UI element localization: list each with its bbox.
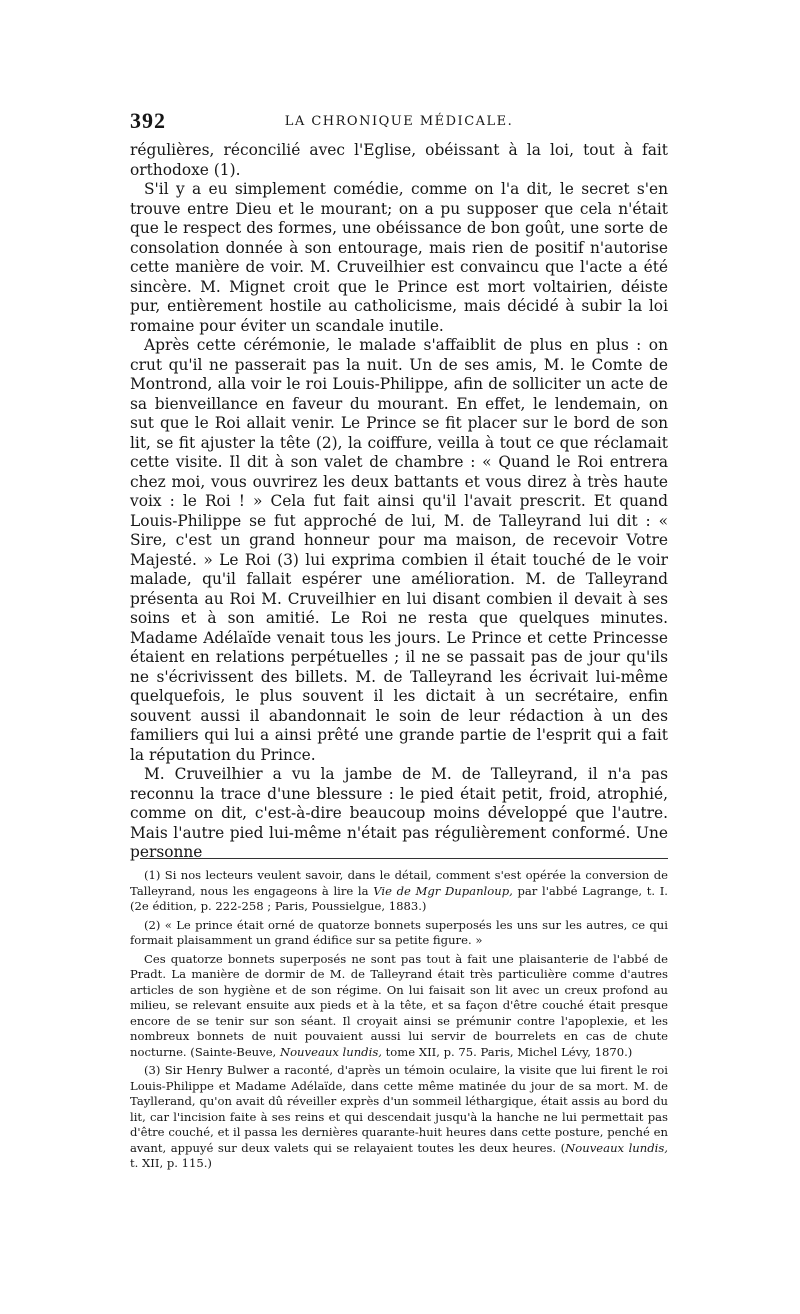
- footnote-3: (3) Sir Henry Bulwer a raconté, d'après un témoin oculaire, la visite que lui firent le roi Louis-Philippe et Madame Adélaïde, dans cette même matinée du jour de sa mort. M. de Tayllerand, qu'on avait dû réveiller exprès d'un sommeil léthargique, était assis au bord du lit, car l'incision faite à ses reins et qui descendait jusqu'à la hanche ne lui permettait pas d'être couché, et il passa les dernières quarante-huit heures dans cette posture, penché en avant, appuyé sur deux valets qui se relayaient toutes les deux heures. (Nouveaux lundis, t. XII, p. 115.): [130, 1063, 668, 1170]
- footnote-3-title: Nouveaux lundis,: [565, 1140, 668, 1155]
- paragraph-2: S'il y a eu simplement comédie, comme on l'a dit, le secret s'en trouve entre Dieu et le mourant; on a pu supposer que cela n'était que le respect des formes, une obéissance de bon goût, une sorte de consolation donnée à son entourage, mais rien de positif n'autorise cette manière de voir. M. Cruveilhier est convaincu que l'acte a été sincère. M. Mignet croit que le Prince est mort voltairien, déiste pur, entièrement hostile au catholicisme, mais décidé à subir la loi romaine pour éviter un scandale inutile.: [130, 180, 668, 335]
- paragraph-3: Après cette cérémonie, le malade s'affaiblit de plus en plus : on crut qu'il ne passerait pas la nuit. Un de ses amis, M. le Comte de Montrond, alla voir le roi Louis-Philippe, afin de solliciter un acte de sa bienveillance en faveur du mourant. En effet, le lendemain, on sut que le Roi allait venir. Le Prince se fit placer sur le bord de son lit, se fit ajuster la tête (2), la coiffure, veilla à tout ce que réclamait cette visite. Il dit à son valet de chambre : « Quand le Roi entrera chez moi, vous ouvrirez les deux battants et vous direz à très haute voix : le Roi ! » Cela fut fait ainsi qu'il l'avait prescrit. Et quand Louis-Philippe se fut approché de lui, M. de Talleyrand lui dit : « Sire, c'est un grand honneur pour ma maison, de recevoir Votre Majesté. » Le Roi (3) lui exprima combien il était touché de le voir malade, qu'il fallait espérer une amélioration. M. de Talleyrand présenta au Roi M. Cruveilhier en lui disant combien il devait à ses soins et à son amitié. Le Roi ne resta que quelques minutes. Madame Adélaïde venait tous les jours. Le Prince et cette Princesse étaient en relations perpétuelles ; il ne se passait pas de jour qu'ils ne s'écrivissent des billets. M. de Talleyrand les écrivait lui-même quelquefois, le plus souvent il les dictait à un secrétaire, enfin souvent aussi il abandonnait le soin de leur rédaction à un des familiers qui lui a ainsi prêté une grande partie de l'esprit qui a fait la réputation du Prince.: [130, 336, 668, 764]
- running-title: LA CHRONIQUE MÉDICALE.: [284, 114, 514, 129]
- footnote-2-title: Nouveaux lundis,: [279, 1044, 382, 1059]
- paragraph-4: M. Cruveilhier a vu la jambe de M. de Talleyrand, il n'a pas reconnu la trace d'une blessure : le pied était petit, froid, atrophié, comme on dit, c'est-à-dire beaucoup moins développé que l'autre. Mais l'autre pied lui-même n'était pas régulièrement conformé. Une personne: [130, 765, 668, 861]
- footnote-2: (2) « Le prince était orné de quatorze bonnets superposés les uns sur les autres, ce qui formait plaisamment un grand édifice sur sa petite figure. »: [130, 917, 668, 947]
- paragraph-1: régulières, réconcilié avec l'Eglise, obéissant à la loi, tout à fait orthodoxe (1).: [130, 141, 668, 179]
- footnote-1-title: Vie de Mgr Dupanloup,: [373, 883, 513, 898]
- footnote-1: (1) Si nos lecteurs veulent savoir, dans le détail, comment s'est opérée la conversion de Talleyrand, nous les engageons à lire la Vie de Mgr Dupanloup, par l'abbé Lagrange, t. I. (2e édition, p. 222-258 ; Paris, Poussielgue, 1883.): [130, 868, 668, 913]
- footnote-separator: [140, 858, 668, 859]
- footnote-2-continued: Ces quatorze bonnets superposés ne sont pas tout à fait une plaisanterie de l'abbé de Pradt. La manière de dormir de M. de Talleyrand était très particulière comme d'autres articles de son hygiène et de son régime. On lui faisait son lit avec un creux profond au milieu, se relevant ensuite aux pieds et à la tête, et sa façon d'être couché était presque encore de se tenir sur son séant. Il croyait ainsi se prémunir contre l'apoplexie, et les nombreux bonnets de nuit pouvaient aussi lui servir de bourrelets en cas de chute nocturne. (Sainte-Beuve, Nouveaux lundis, tome XII, p. 75. Paris, Michel Lévy, 1870.): [130, 951, 668, 1059]
- page-number: 392: [130, 108, 166, 133]
- footnotes: [130, 868, 668, 1175]
- page-header: [130, 108, 668, 133]
- body-text: [130, 141, 668, 863]
